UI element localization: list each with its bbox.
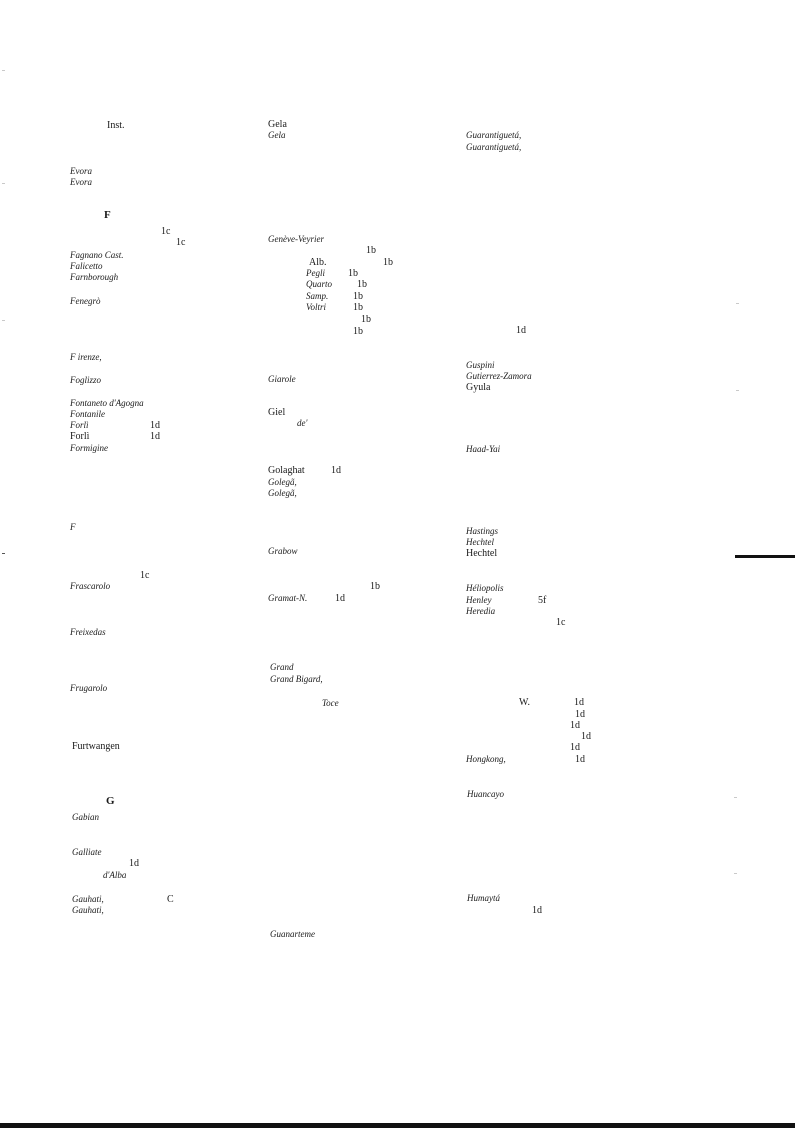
index-entry: Alb. [309,257,327,268]
index-entry: Voltri [306,302,327,312]
map-reference: 1d [575,754,585,765]
index-entry: Golegã, [268,477,297,487]
index-entry: d'Alba [103,870,127,880]
map-reference: 1b [353,291,363,302]
index-entry: Falicetto [70,261,103,271]
section-letter-f: F [104,209,111,221]
index-entry: W. [519,697,531,708]
map-reference: 1d [129,858,139,869]
map-reference: 1b [361,314,371,325]
map-reference: 1d [581,731,591,742]
index-entry: Samp. [306,291,329,301]
map-reference: 1b [357,279,367,290]
index-entry: Toce [322,698,339,708]
index-entry: Heredia [466,606,496,616]
index-entry: Grand [270,662,294,672]
map-reference: 1d [570,742,580,753]
index-entry: Fagnano Cast. [70,250,124,260]
index-entry: Grand Bigard, [270,674,323,684]
index-entry: Gutierrez-Zamora [466,371,532,381]
index-entry: Fontanile [70,409,105,419]
scan-mark [736,390,739,391]
index-entry: de' [297,418,308,428]
index-entry: Gyula [466,382,491,393]
index-entry: Golegã, [268,488,297,498]
index-entry: Gabian [72,812,99,822]
index-entry: Furtwangen [72,741,120,752]
index-entry: Hastings [466,526,499,536]
map-reference: 1d [532,905,542,916]
index-entry: Guanarteme [270,929,315,939]
map-reference: 1b [353,302,363,313]
index-entry: Gauhati, [72,905,104,915]
index-entry: Gela [268,119,287,130]
map-reference: 1d [150,431,160,442]
scan-mark [734,873,737,874]
index-entry: Giarole [268,374,296,384]
scan-mark [2,553,5,554]
map-reference: 1c [556,617,566,628]
map-reference: 1b [353,326,363,337]
map-reference: C [167,894,174,905]
index-entry: Fontaneto d'Agogna [70,398,144,408]
index-entry: Gela [268,130,286,140]
index-entry: Guspini [466,360,495,370]
index-entry: Forlì [70,431,90,442]
map-reference: 1b [366,245,376,256]
index-entry: F irenze, [70,352,102,362]
index-entry: Galliate [72,847,102,857]
scan-mark [2,70,5,71]
index-entry: Foglizzo [70,375,102,385]
map-reference: 1d [516,325,526,336]
index-entry: Formigine [70,443,108,453]
map-reference: 1c [176,237,186,248]
index-entry: Freixedas [70,627,106,637]
map-reference: 1d [331,465,341,476]
map-reference: 1b [383,257,393,268]
index-entry: Henley [466,595,492,605]
index-entry: Golaghat [268,465,305,476]
scan-mark [734,797,737,798]
map-reference: 1d [575,709,585,720]
index-entry: Farnborough [70,272,119,282]
bottom-border [0,1123,795,1128]
index-entry: Giel [268,407,286,418]
index-entry: Forlì [70,420,89,430]
index-entry: Evora [70,166,92,176]
scan-mark [736,303,739,304]
index-entry: Guarantiguetá, [466,130,522,140]
index-entry: Quarto [306,279,333,289]
scan-mark [2,183,5,184]
section-letter-g: G [106,795,115,807]
index-entry: Haad-Yai [466,444,501,454]
scan-mark [2,320,5,321]
index-entry: Guarantiguetá, [466,142,522,152]
map-reference: 1d [335,593,345,604]
map-reference: 1d [570,720,580,731]
index-entry: Frugarolo [70,683,108,693]
index-entry: Gramat-N. [268,593,308,603]
index-entry: Huancayo [467,789,504,799]
index-entry: F [70,522,76,532]
map-reference: 1c [161,226,171,237]
map-reference: 5f [538,595,547,606]
map-reference: 1d [574,697,584,708]
map-reference: 1b [370,581,380,592]
index-entry: Hongkong, [466,754,506,764]
index-entry: Evora [70,177,92,187]
index-entry: Inst. [107,120,125,131]
index-entry: Genève-Veyrier [268,234,324,244]
index-entry: Hechtel [466,548,498,559]
index-entry: Hechtel [466,537,494,547]
map-reference: 1b [348,268,358,279]
index-entry: Fenegrò [70,296,101,306]
margin-rule [735,555,795,558]
map-reference: 1d [150,420,160,431]
index-entry: Gauhati, [72,894,104,904]
index-entry: Pegli [306,268,325,278]
index-entry: Héliopolis [466,583,504,593]
index-entry: Grabow [268,546,298,556]
map-reference: 1c [140,570,150,581]
index-entry: Humaytá [467,893,500,903]
index-entry: Frascarolo [70,581,111,591]
